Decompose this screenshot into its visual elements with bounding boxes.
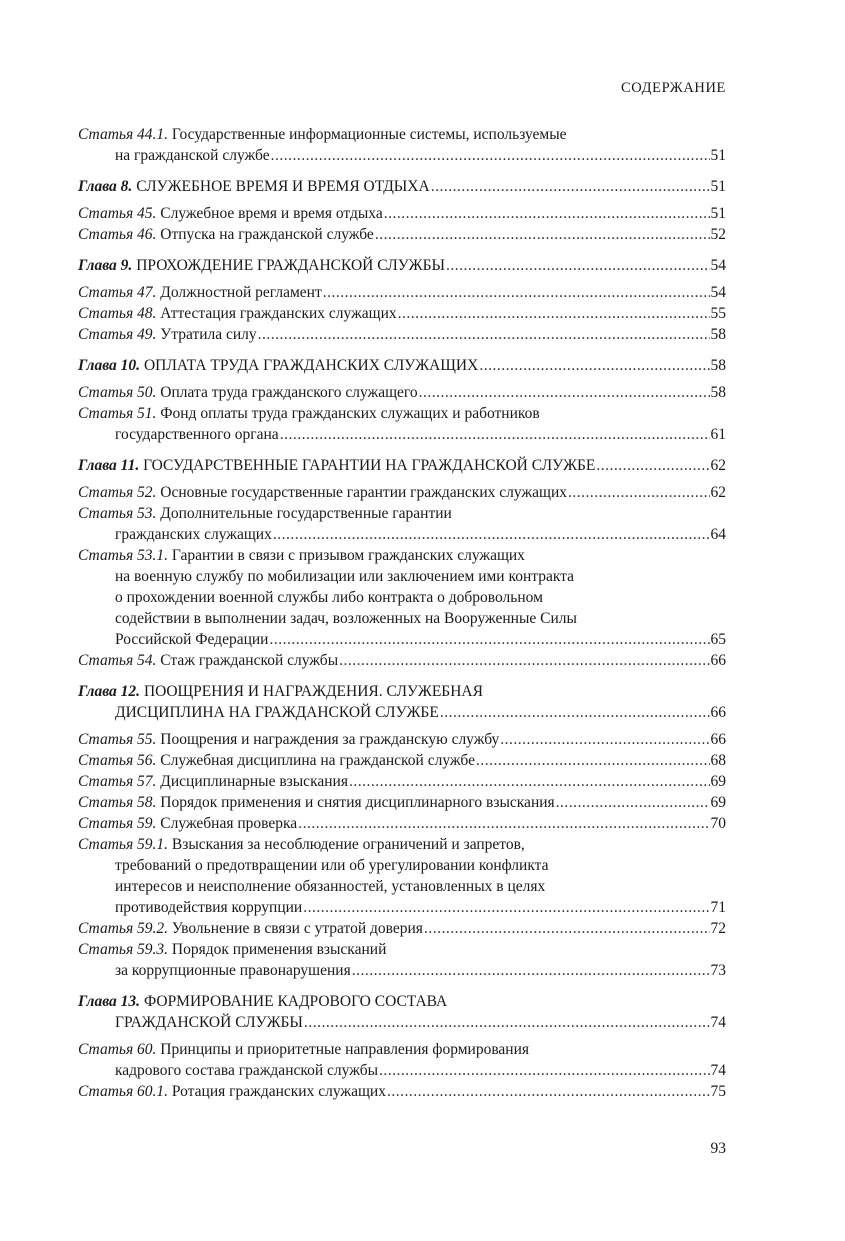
entry-title: Отпуска на гражданской службе [160,226,374,243]
toc-line [78,424,726,445]
entry-page-number: 62 [710,457,726,474]
page-number: 93 [710,1140,726,1157]
entry-label: Статья 53. [78,505,157,522]
toc-article[interactable] [78,382,726,403]
toc-line [78,876,726,897]
entry-label: Статья 57. [78,773,157,790]
entry-page-number: 69 [710,794,726,811]
entry-title: ГРАЖДАНСКОЙ СЛУЖБЫ [115,1014,303,1031]
entry-title: ПРОХОЖДЕНИЕ ГРАЖДАНСКОЙ СЛУЖБЫ [136,257,445,274]
entry-label: Статья 60. [78,1041,157,1058]
toc-line [78,681,726,702]
table-of-contents [78,124,726,1102]
entry-title: Дополнительные государственные гарантии [160,505,452,522]
entry-page-number: 74 [710,1014,726,1031]
toc-line [78,282,726,303]
entry-title: Принципы и приоритетные направления формирования [160,1041,530,1058]
toc-line [78,545,726,566]
toc-line [78,1012,726,1033]
entry-label: Статья 50. [78,384,157,401]
toc-article[interactable] [78,303,726,324]
entry-page-number: 72 [710,920,726,937]
toc-line [78,587,726,608]
toc-article[interactable] [78,1081,726,1102]
entry-label: Статья 46. [78,226,157,243]
toc-line [78,629,726,650]
toc-line [78,524,726,545]
toc-line [78,482,726,503]
leader-dots [440,702,710,723]
entry-label: Глава 10. [78,357,141,374]
entry-label: Статья 44.1. [78,126,169,143]
entry-title: гражданских служащих [115,526,272,543]
entry-title: интересов и неисполнение обязанностей, установленных в целях [115,878,546,895]
entry-label: Глава 13. [78,993,141,1010]
entry-title: Российской Федерации [115,631,269,648]
section-gap [78,671,726,681]
toc-line [78,813,726,834]
toc-article[interactable] [78,813,726,834]
leader-dots [379,1060,710,1081]
entry-page-number: 66 [710,704,726,721]
entry-page-number: 75 [710,1083,726,1100]
entry-title: о прохождении военной службы либо контракта о добровольном [115,589,543,606]
entry-title: Стаж гражданской службы [160,652,339,669]
entry-title: государственного органа [115,426,279,443]
toc-line [78,834,726,855]
entry-title: Служебное время и время отдыха [160,205,383,222]
entry-title: Служебная дисциплина на гражданской службе [160,752,475,769]
toc-line [78,991,726,1012]
toc-article[interactable] [78,224,726,245]
toc-chapter[interactable] [78,681,726,723]
entry-page-number: 54 [710,257,726,274]
leader-dots [446,255,710,276]
entry-page-number: 58 [710,357,726,374]
section-gap [78,445,726,455]
entry-label: Статья 45. [78,205,157,222]
entry-label: Статья 56. [78,752,157,769]
entry-label: Статья 59.3. [78,941,169,958]
toc-article[interactable] [78,771,726,792]
toc-line [78,455,726,476]
entry-label: Статья 49. [78,326,157,343]
toc-chapter[interactable] [78,255,726,276]
toc-line [78,355,726,376]
entry-page-number: 65 [710,631,726,648]
entry-label: Статья 59. [78,815,157,832]
toc-line [78,566,726,587]
toc-line [78,897,726,918]
entry-title: Государственные информационные системы, используемые [171,126,567,143]
leader-dots [568,482,710,503]
leader-dots [280,424,710,445]
leader-dots [387,1081,710,1102]
entry-page-number: 58 [710,384,726,401]
entry-label: Глава 12. [78,683,141,700]
entry-page-number: 66 [710,731,726,748]
toc-line [78,1039,726,1060]
entry-title: Ротация гражданских служащих [171,1083,386,1100]
entry-page-number: 54 [710,284,726,301]
toc-line [78,1060,726,1081]
entry-title: ПООЩРЕНИЯ И НАГРАЖДЕНИЯ. СЛУЖЕБНАЯ [143,683,483,700]
entry-label: Статья 52. [78,484,157,501]
entry-page-number: 58 [710,326,726,343]
toc-article[interactable] [78,650,726,671]
entry-title: на гражданской службе [115,147,270,164]
entry-page-number: 62 [710,484,726,501]
entry-label: Статья 58. [78,794,157,811]
toc-line [78,145,726,166]
toc-article[interactable] [78,403,726,445]
leader-dots [375,224,710,245]
section-gap [78,166,726,176]
toc-chapter[interactable] [78,355,726,376]
entry-label: Глава 9. [78,257,133,274]
toc-article[interactable] [78,503,726,545]
entry-page-number: 66 [710,652,726,669]
running-title: СОДЕРЖАНИЕ [621,80,726,96]
leader-dots [273,524,710,545]
leader-dots [476,750,710,771]
entry-title: ФОРМИРОВАНИЕ КАДРОВОГО СОСТАВА [143,993,448,1010]
toc-article[interactable] [78,918,726,939]
leader-dots [424,918,710,939]
leader-dots [339,650,709,671]
toc-line [78,650,726,671]
entry-title: Оплата труда гражданского служащего [160,384,418,401]
toc-line [78,303,726,324]
entry-page-number: 69 [710,773,726,790]
toc-article[interactable] [78,750,726,771]
toc-line [78,203,726,224]
entry-page-number: 51 [710,205,726,222]
entry-label: Статья 53.1. [78,547,169,564]
leader-dots [258,324,710,345]
entry-label: Статья 51. [78,405,157,422]
toc-article[interactable] [78,124,726,166]
leader-dots [479,355,709,376]
entry-title: ГОСУДАРСТВЕННЫЕ ГАРАНТИИ НА ГРАЖДАНСКОЙ СЛУЖБЕ [143,457,596,474]
toc-article[interactable] [78,792,726,813]
entry-title: требований о предотвращении или об урегулировании конфликта [115,857,549,874]
toc-line [78,324,726,345]
entry-title: СЛУЖЕБНОЕ ВРЕМЯ И ВРЕМЯ ОТДЫХА [136,178,430,195]
entry-title: Утратила силу [160,326,257,343]
entry-page-number: 64 [710,526,726,543]
entry-label: Статья 59.1. [78,836,169,853]
toc-article[interactable] [78,834,726,918]
leader-dots [298,813,709,834]
entry-page-number: 51 [710,147,726,164]
toc-line [78,702,726,723]
entry-title: Гарантии в связи с призывом гражданских служащих [171,547,525,564]
toc-line [78,792,726,813]
toc-line [78,855,726,876]
entry-page-number: 70 [710,815,726,832]
toc-article[interactable] [78,1039,726,1081]
leader-dots [500,729,709,750]
toc-line [78,403,726,424]
entry-title: Основные государственные гарантии гражданских служащих [160,484,567,501]
entry-label: Статья 60.1. [78,1083,169,1100]
toc-line [78,224,726,245]
entry-title: Дисциплинарные взыскания [160,773,348,790]
entry-label: Статья 54. [78,652,157,669]
toc-article[interactable] [78,203,726,224]
leader-dots [596,455,709,476]
leader-dots [304,1012,710,1033]
toc-chapter[interactable] [78,455,726,476]
entry-title: содействии в выполнении задач, возложенных на Вооруженные Силы [115,610,577,627]
leader-dots [431,176,710,197]
toc-line [78,750,726,771]
entry-title: Аттестация гражданских служащих [160,305,397,322]
toc-line [78,1081,726,1102]
toc-line [78,771,726,792]
section-gap [78,345,726,355]
entry-label: Статья 55. [78,731,157,748]
entry-label: Глава 8. [78,178,133,195]
entry-title: на военную службу по мобилизации или заключением ими контракта [115,568,575,585]
toc-article[interactable] [78,282,726,303]
entry-label: Статья 59.2. [78,920,169,937]
entry-title: ДИСЦИПЛИНА НА ГРАЖДАНСКОЙ СЛУЖБЕ [115,704,439,721]
leader-dots [271,145,710,166]
entry-page-number: 74 [710,1062,726,1079]
toc-article[interactable] [78,939,726,981]
entry-label: Статья 48. [78,305,157,322]
toc-article[interactable] [78,324,726,345]
entry-title: кадрового состава гражданской службы [115,1062,378,1079]
leader-dots [384,203,710,224]
toc-article[interactable] [78,545,726,650]
section-gap [78,981,726,991]
toc-line [78,382,726,403]
toc-chapter[interactable] [78,991,726,1033]
entry-title: противодействия коррупции [115,899,303,916]
toc-chapter[interactable] [78,176,726,197]
entry-title: Порядок применения и снятия дисциплинарного взыскания [160,794,555,811]
leader-dots [419,382,710,403]
entry-title: Поощрения и награждения за гражданскую службу [160,731,500,748]
entry-page-number: 68 [710,752,726,769]
leader-dots [269,629,709,650]
toc-line [78,176,726,197]
entry-label: Статья 47. [78,284,157,301]
entry-title: Увольнение в связи с утратой доверия [171,920,423,937]
entry-title: Взыскания за несоблюдение ограничений и запретов, [171,836,525,853]
toc-line [78,939,726,960]
leader-dots [349,771,710,792]
leader-dots [303,897,709,918]
toc-line [78,608,726,629]
section-gap [78,245,726,255]
toc-line [78,960,726,981]
leader-dots [352,960,710,981]
entry-page-number: 55 [710,305,726,322]
entry-page-number: 51 [710,178,726,195]
entry-title: Служебная проверка [160,815,298,832]
entry-title: Порядок применения взысканий [171,941,387,958]
toc-article[interactable] [78,729,726,750]
entry-page-number: 52 [710,226,726,243]
toc-line [78,124,726,145]
entry-title: Фонд оплаты труда гражданских служащих и работников [160,405,540,422]
leader-dots [398,303,710,324]
toc-article[interactable] [78,482,726,503]
toc-line [78,729,726,750]
entry-title: Должностной регламент [160,284,322,301]
toc-line [78,255,726,276]
leader-dots [556,792,710,813]
entry-page-number: 73 [710,962,726,979]
entry-page-number: 71 [710,899,726,916]
entry-title: ОПЛАТА ТРУДА ГРАЖДАНСКИХ СЛУЖАЩИХ [143,357,479,374]
toc-line [78,503,726,524]
leader-dots [323,282,710,303]
toc-line [78,918,726,939]
entry-label: Глава 11. [78,457,140,474]
entry-title: за коррупционные правонарушения [115,962,351,979]
entry-page-number: 61 [710,426,726,443]
